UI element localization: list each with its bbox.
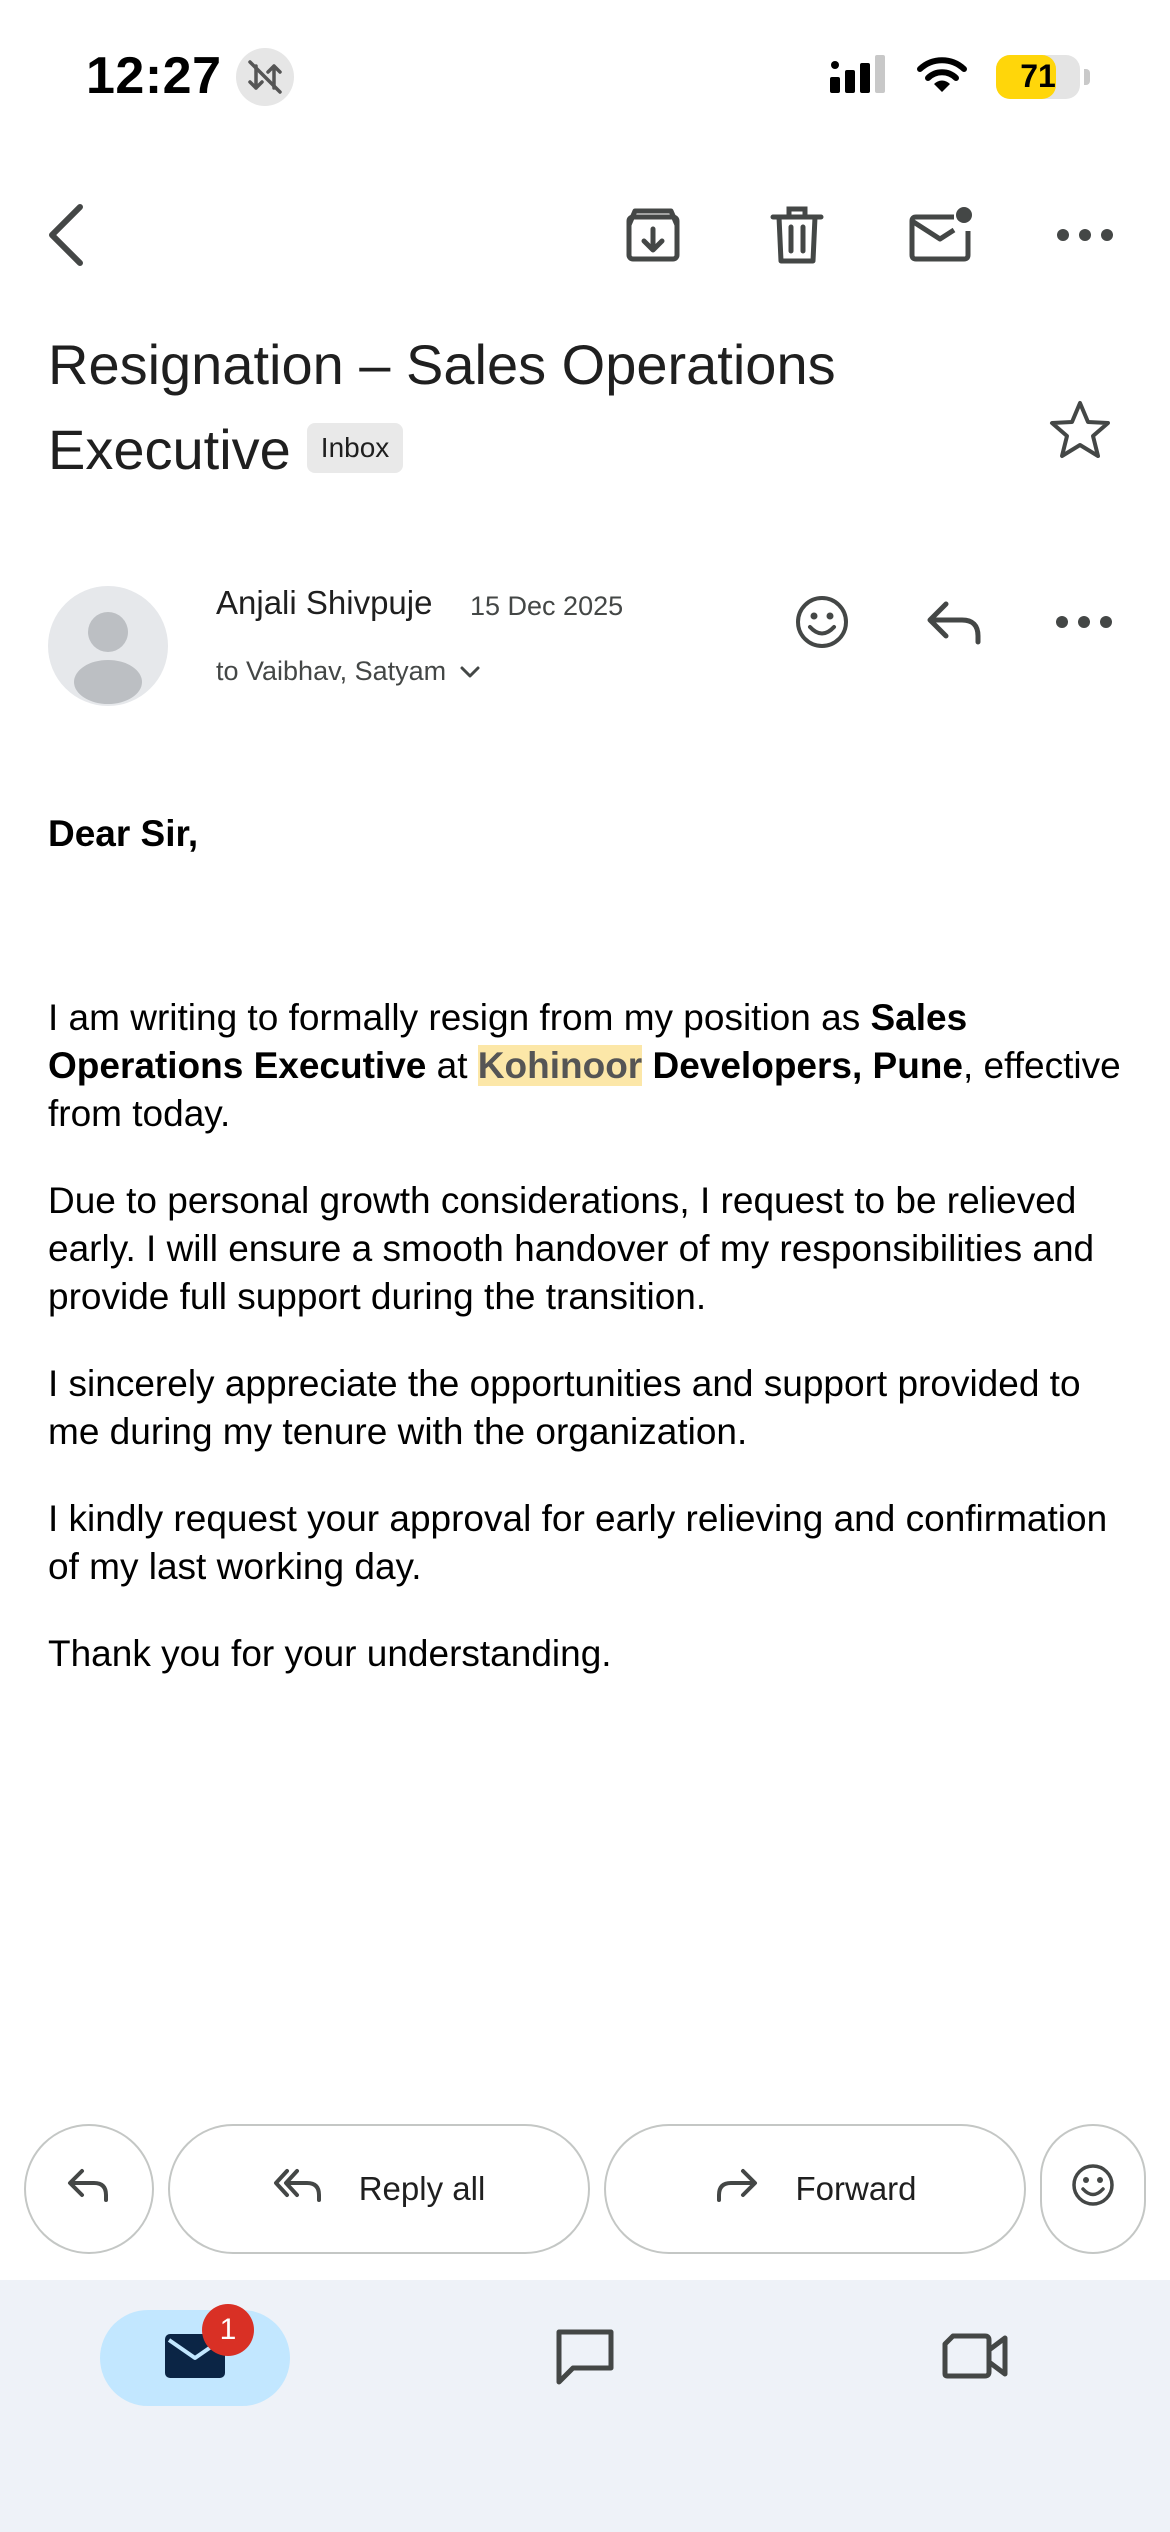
subject-text: Resignation – Sales Operations Executive <box>48 333 836 481</box>
email-toolbar <box>0 180 1170 290</box>
nav-mail[interactable] <box>100 2310 290 2406</box>
body-paragraph-4: I kindly request your approval for early relieving and confirmation of my last working day. <box>48 1498 1108 1587</box>
wifi-icon <box>916 54 968 99</box>
message-more-icon[interactable] <box>1044 582 1124 662</box>
star-icon[interactable] <box>1040 390 1120 470</box>
status-time: 12:27 <box>86 47 222 105</box>
meet-video-icon <box>941 2330 1009 2387</box>
back-arrow-icon[interactable] <box>22 190 112 280</box>
battery-label: 71 <box>1020 58 1056 94</box>
p1-text-2: at <box>426 1045 478 1086</box>
recipients-toggle[interactable] <box>216 656 482 687</box>
body-paragraph-3: I sincerely appreciate the opportunities and support provided to me during my tenure with the organization. <box>48 1363 1081 1452</box>
forward-icon <box>713 2166 759 2212</box>
p1-text-3: , effective from today. <box>48 1045 1121 1134</box>
body-paragraph-1 <box>48 994 1138 1138</box>
battery-tip <box>1084 69 1090 85</box>
forward-label: Forward <box>795 2170 917 2207</box>
body-paragraph-5: Thank you for your understanding. <box>48 1633 612 1674</box>
reply-icon[interactable] <box>914 582 994 662</box>
p1-highlight: Kohinoor <box>477 1045 643 1086</box>
react-button[interactable] <box>1040 2124 1146 2254</box>
reply-all-label: Reply all <box>358 2170 486 2207</box>
emoji-reaction-icon[interactable] <box>782 582 862 662</box>
status-bar <box>0 0 1170 150</box>
cellular-signal-icon <box>830 55 888 98</box>
reply-button[interactable] <box>24 2124 154 2254</box>
inbox-label-chip[interactable]: Inbox <box>307 423 404 473</box>
unread-badge: 1 <box>202 2304 254 2356</box>
emoji-icon <box>1070 2162 1116 2216</box>
chevron-down-icon <box>458 656 482 687</box>
sender-name[interactable]: Anjali Shivpuje <box>216 584 433 621</box>
reply-actions <box>0 2124 1170 2254</box>
p1-company: Developers, Pune <box>642 1045 963 1086</box>
email-subject <box>48 322 1028 492</box>
trash-icon[interactable] <box>752 190 842 280</box>
mark-unread-icon[interactable] <box>896 190 986 280</box>
more-horizontal-icon[interactable] <box>1040 190 1130 280</box>
email-body <box>48 810 1138 1717</box>
bottom-navigation <box>0 2280 1170 2532</box>
email-greeting: Dear Sir, <box>48 813 199 854</box>
recipients-text: to Vaibhav, Satyam <box>216 656 447 686</box>
archive-icon[interactable] <box>608 190 698 280</box>
sync-off-icon <box>236 48 294 106</box>
p1-text-1: I am writing to formally resign from my position as <box>48 997 871 1038</box>
reply-all-icon <box>273 2166 323 2212</box>
reply-icon <box>66 2166 112 2212</box>
avatar[interactable] <box>48 586 168 706</box>
body-paragraph-2: Due to personal growth considerations, I request to be relieved early. I will ensure a smooth handover of my responsibilities and provide full support during the transition. <box>48 1180 1095 1317</box>
p1-job-title: Sales Operations Executive <box>48 997 968 1086</box>
status-icons <box>830 54 1090 99</box>
chat-icon <box>553 2326 617 2391</box>
forward-button[interactable] <box>604 2124 1026 2254</box>
email-date: 15 Dec 2025 <box>470 591 624 621</box>
nav-meet[interactable] <box>925 2310 1025 2406</box>
nav-chat[interactable] <box>535 2310 635 2406</box>
battery-icon <box>996 55 1080 99</box>
reply-all-button[interactable] <box>168 2124 590 2254</box>
